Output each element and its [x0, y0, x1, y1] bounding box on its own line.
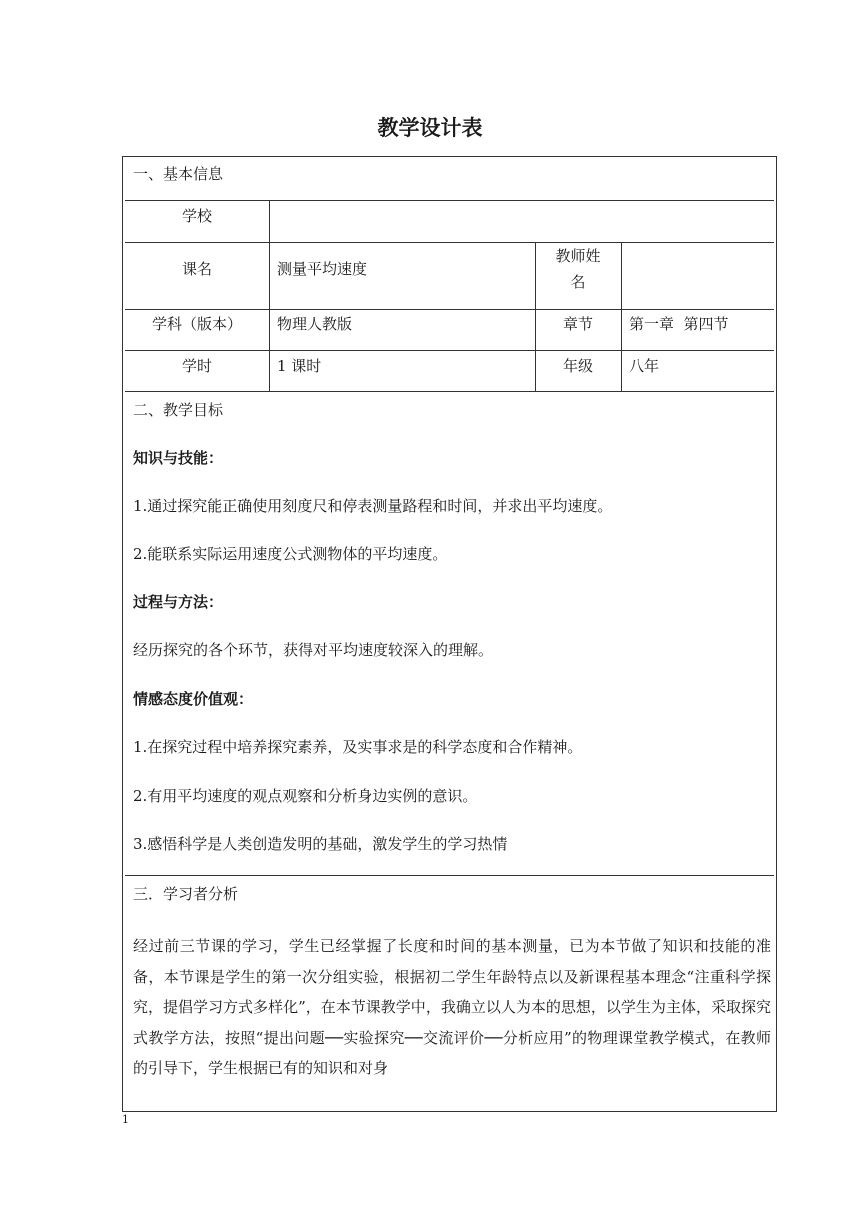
lesson-design-table: [122, 156, 777, 1112]
row-divider: [125, 200, 774, 201]
knowledge-item-1: 1.通过探究能正确使用刻度尺和停表测量路程和时间，并求出平均速度。: [133, 497, 613, 515]
knowledge-skills-heading: 知识与技能：: [133, 449, 224, 467]
hours-value: 1 课时: [277, 357, 322, 375]
grade-label: 年级: [562, 357, 593, 375]
course-label: 课名: [181, 260, 212, 278]
grade-value: 八年: [629, 357, 660, 375]
section-teaching-goals-heading: 二、教学目标: [133, 401, 224, 419]
document-title: 教学设计表: [377, 116, 483, 140]
row-divider: [125, 309, 774, 310]
emotion-item-3: 3.感悟科学是人类创造发明的基础，激发学生的学习热情: [133, 835, 508, 853]
section-divider: [125, 875, 774, 876]
subject-value: 物理人教版: [277, 315, 353, 333]
row-divider: [125, 350, 774, 351]
chapter-value: 第一章 第四节: [629, 315, 729, 333]
learner-analysis-paragraph: 经过前三节课的学习，学生已经掌握了长度和时间的基本测量，已为本节做了知识和技能的准备，本节课是学生的第一次分组实验，根据初二学生年龄特点以及新课程基本理念“注重科学探究，提倡学习方式多样化”，在本节课教学中，我确立以人为本的思想，以学生为主体，采取探究式教学方法，按照“提出问题──实验探究──交流评价──分析应用”的物理课堂教学模式，在教师的引导下，学生根据已有的知识和对身: [133, 937, 771, 1077]
process-methods-heading: 过程与方法：: [133, 593, 224, 611]
teacher-name-label-line2: 名: [570, 273, 586, 291]
hours-label: 学时: [181, 357, 212, 375]
subject-label: 学科（版本）: [151, 315, 242, 333]
emotion-item-1: 1.在探究过程中培养探究素养，及实事求是的科学态度和合作精神。: [133, 738, 583, 756]
column-divider: [621, 242, 622, 391]
section-divider: [125, 391, 774, 392]
emotion-item-2: 2.有用平均速度的观点观察和分析身边实例的意识。: [133, 787, 478, 805]
course-value: 测量平均速度: [277, 260, 368, 278]
section-learner-analysis-heading: 三．学习者分析: [133, 885, 239, 903]
emotion-values-heading: 情感态度价值观：: [133, 690, 254, 708]
section-basic-info-heading: 一、基本信息: [133, 165, 224, 183]
school-label: 学校: [181, 207, 212, 225]
column-divider: [269, 200, 270, 391]
chapter-label: 章节: [562, 315, 593, 333]
row-divider: [125, 242, 774, 243]
table-inner: [125, 159, 774, 1111]
process-item-1: 经历探究的各个环节，获得对平均速度较深入的理解。: [133, 641, 494, 659]
page-number: 1: [122, 1113, 129, 1126]
knowledge-item-2: 2.能联系实际运用速度公式测物体的平均速度。: [133, 545, 448, 563]
teacher-name-label-line1: 教师姓: [555, 247, 601, 265]
